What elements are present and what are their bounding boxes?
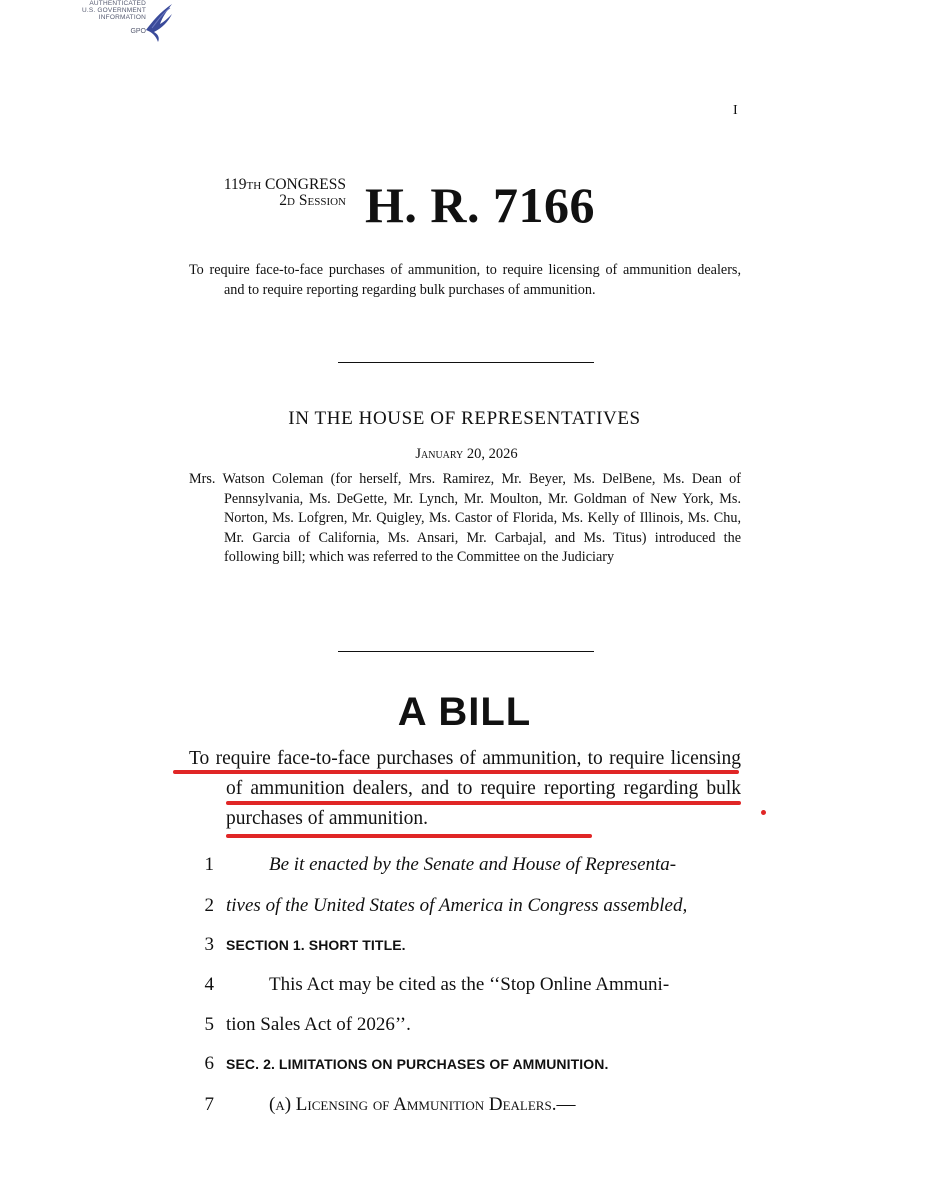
introduction-date — [0, 446, 929, 463]
line-number: 4 — [204, 974, 214, 995]
logo-text: AUTHENTICATED U.S. GOVERNMENT INFORMATION — [81, 0, 146, 21]
subsection-a-heading: (a) Licensing of Ammunition Dealers.— — [269, 1094, 576, 1115]
bill-number: H. R. 7166 — [365, 177, 595, 233]
line-number: 5 — [204, 1014, 214, 1035]
divider — [338, 651, 594, 652]
line-number: 1 — [204, 854, 214, 875]
enacting-clause-line-2: tives of the United States of America in Congress assembled, — [226, 895, 688, 916]
line-number: 6 — [204, 1053, 214, 1074]
house-heading — [0, 408, 929, 430]
session-number: 2d Session — [279, 192, 346, 209]
red-underline-annotation — [226, 834, 592, 838]
sponsors-text: Mrs. Watson Coleman (for herself, Mrs. Ramirez, Mr. Beyer, Ms. DelBene, Ms. Dean of Pennsylvania, Ms. DeGette, Mr. Lynch, Mr. Moulton, Mr. Goldman of New York, Ms. Norton, Ms. Lofgren, Mr. Quigley, Ms. Castor of Florida, Ms. Kelly of Illinois, Ms. Chu, Mr. Garcia of California, Ms. Ansari, Mr. Carbajal, and Ms. Titus) introduced the following bill; which was referred to the Committee on the Judiciary — [189, 471, 741, 565]
section-1-heading: SECTION 1. SHORT TITLE. — [226, 937, 406, 953]
red-underline-annotation — [226, 801, 741, 805]
line-number: 2 — [204, 895, 214, 916]
eagle-icon — [142, 0, 176, 42]
line-number: 3 — [204, 934, 214, 955]
short-title-line-1: This Act may be cited as the ‘‘Stop Online Ammuni- — [269, 974, 670, 995]
short-description: To require face-to-face purchases of ammunition, to require licensing of ammunition dealers, and to require reporting regarding bulk purchases of ammunition. — [189, 262, 741, 298]
divider — [338, 362, 594, 363]
a-bill-heading — [0, 690, 929, 735]
congress-session — [188, 177, 346, 209]
enacting-clause-line-1: Be it enacted by the Senate and House of Representa- — [269, 854, 677, 875]
a-bill-text: A BILL — [397, 690, 532, 734]
section-2-heading: SEC. 2. LIMITATIONS ON PURCHASES OF AMMUNITION. — [226, 1056, 609, 1072]
red-dot-annotation — [761, 810, 766, 815]
sponsors-paragraph — [189, 470, 741, 568]
logo-gpo-text: GPO — [130, 28, 146, 35]
congress-number: 119th CONGRESS — [223, 176, 346, 193]
line-number: 7 — [204, 1094, 214, 1115]
gpo-authenticated-logo — [66, 0, 176, 44]
house-heading-text: IN THE HOUSE OF REPRESENTATIVES — [288, 408, 641, 429]
red-underline-annotation — [173, 770, 739, 774]
short-title-line-2: tion Sales Act of 2026’’. — [226, 1014, 411, 1035]
long-title: To require face-to-face purchases of ammunition, to require licensing of ammunition dealers, and to require reporting regarding bulk purchases of ammunition. — [189, 748, 741, 829]
page-mark: I — [733, 103, 738, 118]
date-text: January 20, 2026 — [415, 446, 518, 462]
